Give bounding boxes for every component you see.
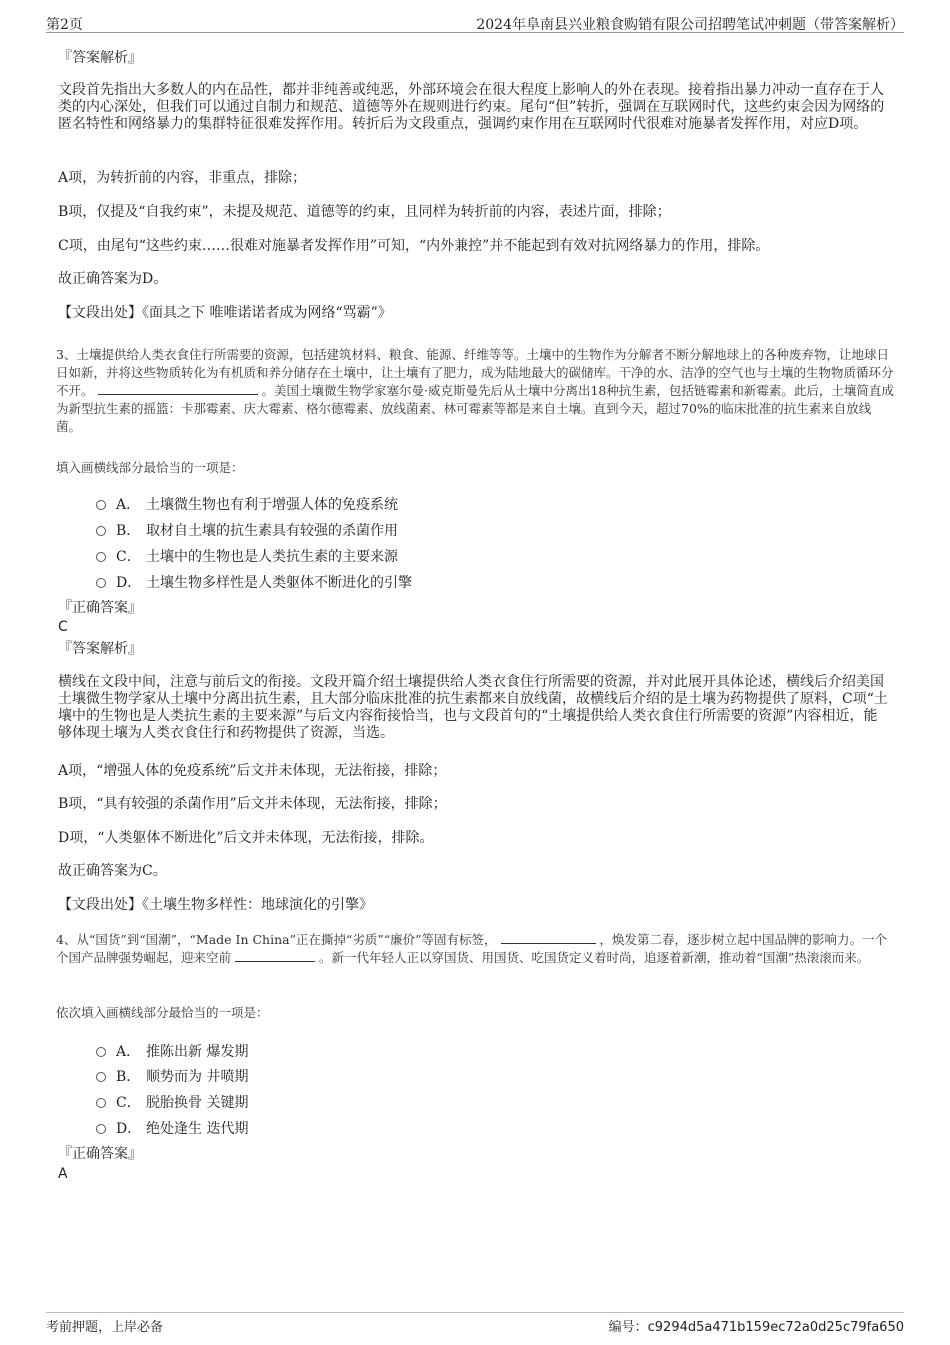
- q3-option-c[interactable]: C． 土壤中的生物也是人类抗生素的主要来源: [96, 546, 398, 566]
- s1-option-b-note: B项，仅提及“自我约束”，未提及规范、道德等的约束，且同样为转折前的内容，表述片面，排除；: [58, 204, 671, 220]
- q4-passage-part1: 4、从“国货”到“国潮”，“Made In China”正在撕掉“劣质”“廉价”等固有标签，: [56, 932, 497, 947]
- q3-passage-part2: 。美国土壤微生物学家塞尔曼·威克斯曼先后从土壤中分离出18种抗生素，包括链霉素和新霉素。此后，土壤简直成为新型抗生素的摇篮：卡那霉素、庆大霉素、格尔德霉素、放线菌素、林可霉素等都是来自土壤。直到今天，超过70%的临床批准的抗生素来自放线菌。: [56, 383, 894, 434]
- q4-option-a[interactable]: A． 推陈出新 爆发期: [96, 1041, 248, 1061]
- q3-passage: [56, 346, 896, 436]
- q4-blank-1: [501, 931, 596, 944]
- s1-conclusion: 故正确答案为D。: [58, 271, 168, 287]
- document-title: 2024年阜南县兴业粮食购销有限公司招聘笔试冲刺题（带答案解析）: [476, 17, 904, 33]
- page-header: [46, 12, 904, 33]
- q4-option-b[interactable]: B． 顺势而为 井喷期: [96, 1066, 248, 1086]
- q3-option-d-note: D项，“人类躯体不断进化”后文并未体现，无法衔接，排除。: [58, 830, 434, 846]
- radio-icon[interactable]: [96, 1098, 106, 1108]
- q4-passage-part2: ，焕发第二春，逐步树立起中国品牌的影响力。一个个国产品牌强势崛起，迎来空前: [56, 932, 888, 965]
- q3-option-b[interactable]: B． 取材自土壤的抗生素具有较强的杀菌作用: [96, 520, 398, 540]
- q3-option-a[interactable]: A． 土壤微生物也有利于增强人体的免疫系统: [96, 494, 398, 514]
- s1-analysis: 文段首先指出大多数人的内在品性，都并非纯善或纯恶，外部环境会在很大程度上影响人的外在表现。接着指出暴力冲动一直存在于人类的内心深处，但我们可以通过自制力和规范、道德等外在规则进行约束。尾句“但”转折，强调在互联网时代，这些约束会因为网络的匿名特性和网络暴力的集群特征很难发挥作用。转折后为文段重点，强调约束作用在互联网时代很难对施暴者发挥作用，对应D项。: [58, 82, 885, 132]
- radio-icon[interactable]: [96, 552, 106, 562]
- q4-option-d[interactable]: D． 绝处逢生 迭代期: [96, 1118, 248, 1138]
- footer-slogan: 考前押题，上岸必备: [46, 1320, 164, 1335]
- q4-answer-label: 『正确答案』: [58, 1146, 142, 1162]
- q3-source: 【文段出处】《土壤生物多样性：地球演化的引擎》: [58, 897, 373, 913]
- q3-option-a-note: A项，“增强人体的免疫系统”后文并未体现，无法衔接，排除；: [58, 763, 447, 779]
- q3-analysis-label: 『答案解析』: [58, 641, 142, 657]
- radio-icon[interactable]: [96, 1124, 106, 1134]
- q3-passage-part1: 3、土壤提供给人类衣食住行所需要的资源，包括建筑材料、粮食、能源、纤维等等。土壤中的生物作为分解者不断分解地球上的各种废弃物，让地球日日如新，并将这些物质转化为有机质和养分储存在土壤中，让土壤有了肥力，成为陆地最大的碳储库。干净的水、洁净的空气也与土壤的生物物质循环分不开。: [56, 347, 894, 398]
- q4-prompt: 依次填入画横线部分最恰当的一项是：: [56, 1005, 269, 1020]
- q3-blank: [98, 382, 258, 395]
- q3-option-d[interactable]: D． 土壤生物多样性是人类躯体不断进化的引擎: [96, 572, 412, 592]
- footer-code: 编号：c9294d5a471b159ec72a0d25c79fa650: [608, 1320, 904, 1335]
- q3-prompt: 填入画横线部分最恰当的一项是：: [56, 460, 244, 475]
- s1-option-c-note: C项，由尾句“这些约束……很难对施暴者发挥作用”可知，“内外兼控”并不能起到有效对抗网络暴力的作用，排除。: [58, 238, 770, 254]
- q3-analysis: 横线在文段中间，注意与前后文的衔接。文段开篇介绍土壤提供给人类衣食住行所需要的资源，并对此展开具体论述，横线后介绍美国土壤微生物学家从土壤中分离出抗生素，且大部分临床批准的抗生素都来自放线菌，故横线后介绍的是土壤为药物提供了原料，C项“土壤中的生物也是人类抗生素的主要来源”与后文内容衔接恰当，也与文段首句的“土壤提供给人类衣食住行所需要的资源”内容相近，能够体现土壤为人类衣食住行和药物提供了资源，当选。: [58, 674, 888, 741]
- radio-icon[interactable]: [96, 526, 106, 536]
- q3-answer: C: [58, 619, 68, 635]
- q4-passage-part3: 。新一代年轻人正以穿国货、用国货、吃国货定义着时尚，追逐着新潮，推动着“国潮”热滚滚而来。: [318, 950, 870, 965]
- page-footer: [46, 1312, 904, 1335]
- radio-icon[interactable]: [96, 578, 106, 588]
- radio-icon[interactable]: [96, 500, 106, 510]
- page-number: 第2页: [46, 17, 83, 33]
- q4-answer: A: [58, 1166, 68, 1182]
- q3-conclusion: 故正确答案为C。: [58, 863, 167, 879]
- q3-answer-label: 『正确答案』: [58, 600, 142, 616]
- q4-blank-2: [235, 949, 315, 962]
- s1-analysis-label: 『答案解析』: [58, 50, 142, 66]
- q4-passage: [56, 931, 896, 967]
- radio-icon[interactable]: [96, 1072, 106, 1082]
- q3-option-b-note: B项，“具有较强的杀菌作用”后文并未体现，无法衔接，排除；: [58, 796, 447, 812]
- s1-source: 【文段出处】《面具之下 唯唯诺诺者成为网络“骂霸”》: [58, 305, 392, 321]
- q4-option-c[interactable]: C． 脱胎换骨 关键期: [96, 1092, 248, 1112]
- s1-option-a-note: A项，为转折前的内容，非重点，排除；: [58, 170, 307, 186]
- radio-icon[interactable]: [96, 1047, 106, 1057]
